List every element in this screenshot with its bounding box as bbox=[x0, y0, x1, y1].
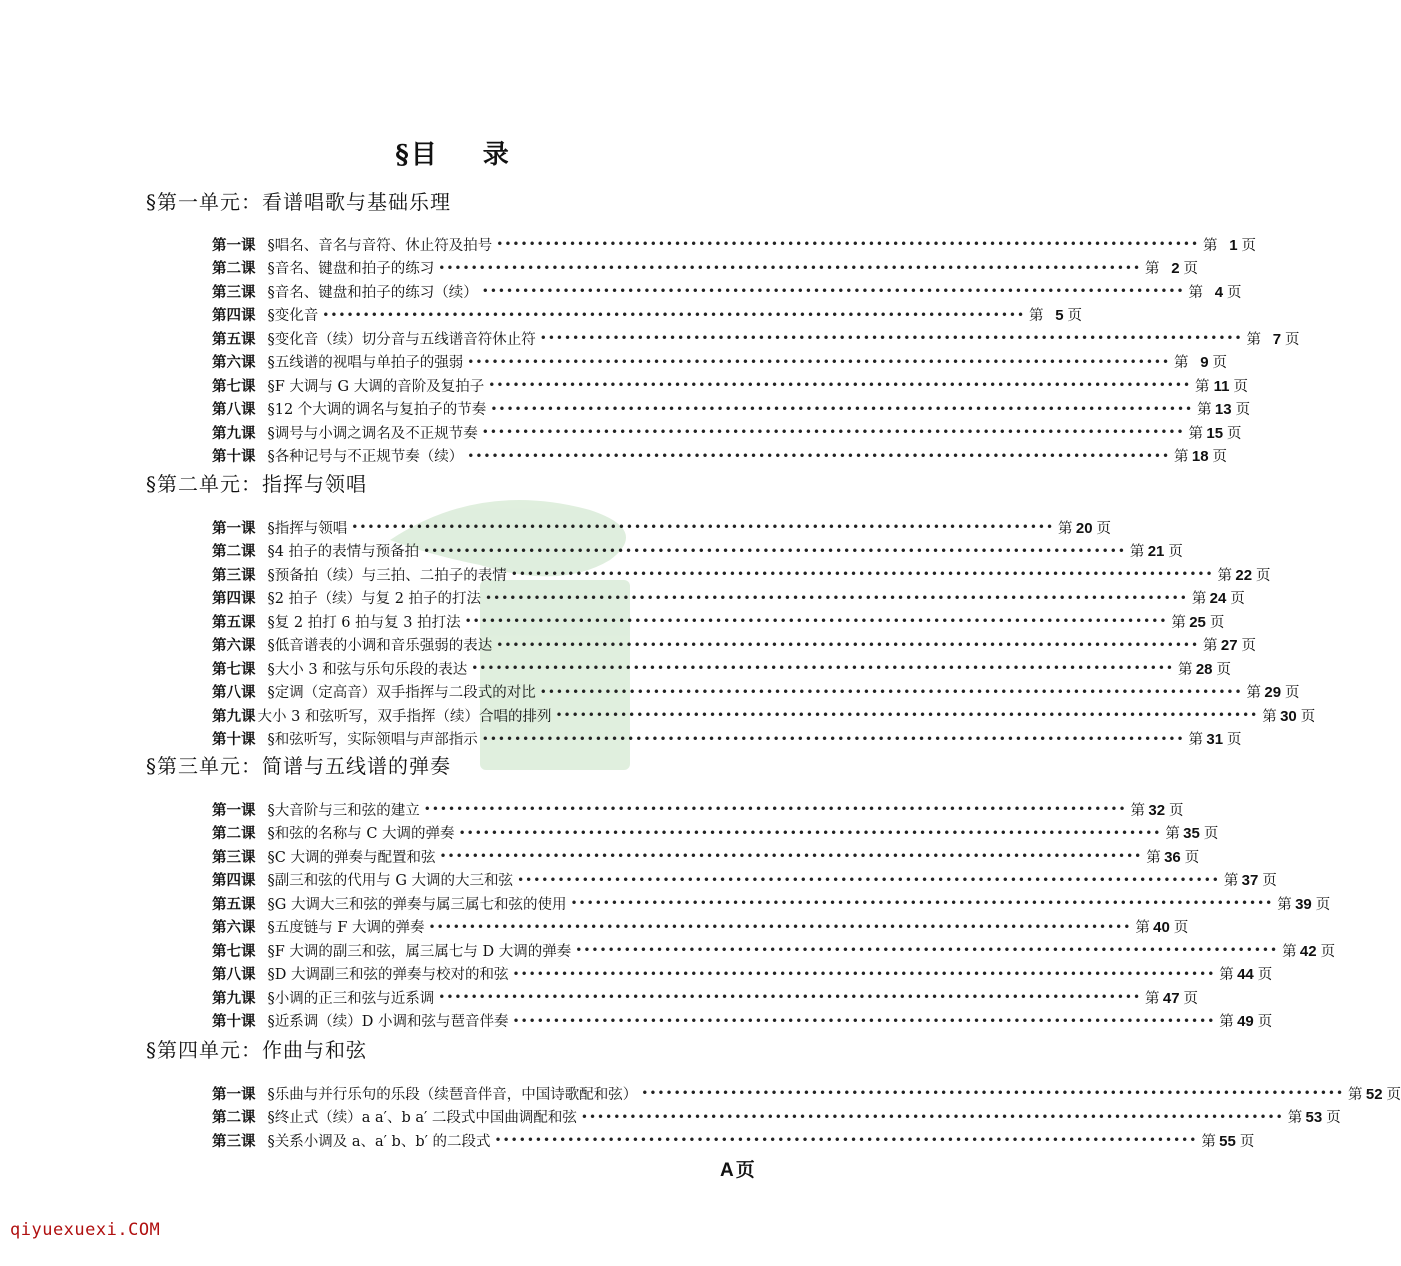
page-suffix: 页 bbox=[1183, 261, 1199, 277]
lesson-page bbox=[1277, 893, 1330, 914]
page-number: 18 bbox=[1191, 448, 1209, 465]
lesson-number: 第九课 bbox=[212, 424, 256, 442]
lesson-title: §乐曲与并行乐句的乐段（续琶音伴音，中国诗歌配和弦） bbox=[267, 1086, 638, 1103]
page-prefix: 第 bbox=[1223, 873, 1239, 889]
leader-dots: ••••••••••••••••••••••••••••••••••••••••••••••••••••••••••••••••••••••••••••••••••••••• bbox=[512, 966, 1216, 981]
toc-entry[interactable] bbox=[212, 704, 1316, 726]
lesson-page bbox=[1146, 846, 1199, 867]
lesson-title: §调号与小调之调名及不正规节奏 bbox=[267, 425, 478, 442]
page-suffix: 页 bbox=[1169, 802, 1184, 819]
page-prefix: 第 bbox=[1188, 284, 1204, 301]
toc-entry[interactable] bbox=[212, 634, 1257, 656]
page-prefix: 第 bbox=[1191, 591, 1207, 607]
lesson-title: §终止式（续）a a′、b a′ 二段式中国曲调配和弦 bbox=[267, 1110, 577, 1126]
toc-entry[interactable] bbox=[212, 892, 1331, 914]
lesson-title: §副三和弦的代用与 G 大调的大三和弦 bbox=[267, 873, 514, 889]
lesson-page bbox=[1130, 540, 1183, 561]
page-prefix: 第 bbox=[1135, 920, 1150, 936]
page-suffix: 页 bbox=[1233, 378, 1249, 395]
page-suffix: 页 bbox=[1257, 1014, 1273, 1030]
page-number: 2 bbox=[1171, 260, 1180, 277]
leader-dots: ••••••••••••••••••••••••••••••••••••••••••••••••••••••••••••••••••••••••••••••••••••••• bbox=[539, 684, 1243, 699]
toc-entry[interactable] bbox=[212, 563, 1271, 585]
page-number: 53 bbox=[1305, 1109, 1323, 1126]
page-number: 7 bbox=[1272, 330, 1282, 348]
lesson-number: 第十课 bbox=[212, 731, 256, 748]
lesson-page bbox=[1195, 375, 1248, 396]
lesson-title: §和弦听写，实际领唱与声部指示 bbox=[267, 732, 478, 748]
unit-heading: §第三单元：简谱与五线谱的弹奏 bbox=[146, 754, 451, 778]
page-prefix: 第 bbox=[1262, 708, 1277, 725]
page-suffix: 页 bbox=[1241, 237, 1257, 254]
page-prefix: 第 bbox=[1130, 802, 1146, 819]
lesson-title: §变化音（续）切分音与五线谱音符休止符 bbox=[267, 331, 536, 348]
page-prefix: 第 bbox=[1146, 849, 1161, 866]
page-number: 4 bbox=[1214, 283, 1224, 301]
lesson-page bbox=[1131, 799, 1184, 820]
page-number: 27 bbox=[1220, 637, 1238, 654]
page-prefix: 第 bbox=[1246, 685, 1262, 701]
page-prefix: 第 bbox=[1219, 1014, 1234, 1030]
page-suffix: 页 bbox=[1168, 544, 1183, 560]
page-suffix: 页 bbox=[1320, 943, 1336, 960]
toc-entry[interactable] bbox=[212, 351, 1228, 373]
lesson-title: 大小 3 和弦听写，双手指挥（续）合唱的排列 bbox=[257, 708, 552, 725]
lesson-page bbox=[1174, 445, 1227, 466]
toc-entry[interactable] bbox=[212, 1129, 1255, 1151]
toc-entry[interactable] bbox=[212, 681, 1300, 703]
page-number: 11 bbox=[1213, 377, 1230, 395]
page-number: 13 bbox=[1214, 401, 1232, 418]
lesson-title: §关系小调及 a、a′ b、b′ 的二段式 bbox=[267, 1133, 491, 1150]
lesson-number: 第五课 bbox=[212, 330, 256, 348]
toc-entry[interactable] bbox=[212, 587, 1245, 609]
lesson-number: 第四课 bbox=[212, 872, 256, 889]
lesson-number: 第八课 bbox=[212, 401, 256, 418]
page-suffix: 页 bbox=[1239, 1133, 1255, 1150]
page-number: 30 bbox=[1280, 707, 1297, 725]
leader-dots: ••••••••••••••••••••••••••••••••••••••••••••••••••••••••••••••••••••••••••••••••••••••• bbox=[494, 1133, 1198, 1147]
page-prefix: 第 bbox=[1178, 661, 1193, 678]
leader-dots: ••••••••••••••••••••••••••••••••••••••••••••••••••••••••••••••••••••••••••••••••••••••• bbox=[570, 896, 1274, 910]
lesson-title: §4 拍子的表情与预备拍 bbox=[267, 544, 420, 560]
page-number: 28 bbox=[1195, 660, 1213, 678]
page-suffix: 页 bbox=[1285, 685, 1300, 701]
leader-dots: ••••••••••••••••••••••••••••••••••••••••••••••••••••••••••••••••••••••••••••••••••••••• bbox=[481, 731, 1185, 746]
lesson-page bbox=[1145, 987, 1198, 1008]
page-suffix: 页 bbox=[1227, 284, 1242, 301]
toc-entry[interactable] bbox=[212, 1082, 1401, 1104]
page-number: 37 bbox=[1241, 872, 1259, 889]
leader-dots: ••••••••••••••••••••••••••••••••••••••••••••••••••••••••••••••••••••••••••••••••••••••• bbox=[517, 872, 1220, 887]
lesson-title: §F 大调的副三和弦，属三属七与 D 大调的弹奏 bbox=[267, 943, 572, 960]
page-suffix: 页 bbox=[1203, 826, 1219, 842]
page-suffix: 页 bbox=[1315, 896, 1331, 913]
page-suffix: 页 bbox=[1285, 331, 1300, 348]
lesson-title: §指挥与领唱 bbox=[267, 520, 348, 537]
page-suffix: 页 bbox=[1326, 1110, 1341, 1126]
page-prefix: 第 bbox=[1188, 732, 1204, 748]
page-suffix: 页 bbox=[1241, 638, 1257, 654]
toc-entry[interactable] bbox=[212, 398, 1251, 420]
lesson-title: §D 大调副三和弦的弹奏与校对的和弦 bbox=[267, 967, 509, 983]
leader-dots: ••••••••••••••••••••••••••••••••••••••••••••••••••••••••••••••••••••••••••••••••••••••• bbox=[555, 708, 1259, 722]
page-number: 25 bbox=[1189, 613, 1206, 631]
toc-entry[interactable] bbox=[212, 869, 1277, 891]
page-suffix: 页 bbox=[1256, 567, 1271, 584]
page-suffix: 页 bbox=[1230, 591, 1245, 607]
lesson-title: §大音阶与三和弦的建立 bbox=[267, 802, 420, 819]
lesson-title: §定调（定高音）双手指挥与二段式的对比 bbox=[267, 685, 536, 701]
page-prefix: 第 bbox=[1219, 967, 1234, 983]
leader-dots: ••••••••••••••••••••••••••••••••••••••••••••••••••••••••••••••••••••••••••••••••••••••• bbox=[496, 637, 1200, 652]
page-number: 1 bbox=[1229, 236, 1238, 254]
page-prefix: 第 bbox=[1203, 638, 1218, 654]
leader-dots: ••••••••••••••••••••••••••••••••••••••••••••••••••••••••••••••••••••••••••••••••••••••• bbox=[512, 1013, 1216, 1028]
lesson-page bbox=[1197, 398, 1250, 419]
lesson-number: 第四课 bbox=[212, 307, 256, 324]
lesson-page bbox=[1192, 587, 1245, 608]
toc-entry[interactable] bbox=[212, 845, 1200, 867]
page-number: 55 bbox=[1219, 1132, 1236, 1150]
toc-entry[interactable] bbox=[212, 963, 1273, 985]
toc-entry[interactable] bbox=[212, 327, 1300, 349]
lesson-page bbox=[1058, 517, 1111, 538]
lesson-title: §音名、键盘和拍子的练习 bbox=[267, 261, 435, 277]
page-prefix: 第 bbox=[1277, 896, 1292, 913]
page-suffix: 页 bbox=[1209, 614, 1225, 631]
page-number: 22 bbox=[1235, 566, 1253, 584]
page-number: 36 bbox=[1164, 848, 1181, 866]
lesson-title: §近系调（续）D 小调和弦与琶音伴奏 bbox=[267, 1014, 509, 1030]
lesson-title: §小调的正三和弦与近系调 bbox=[267, 990, 435, 1007]
page-prefix: 第 bbox=[1129, 544, 1145, 560]
page-number: 15 bbox=[1206, 424, 1224, 442]
lesson-page bbox=[1201, 1130, 1254, 1151]
page-suffix: 页 bbox=[1183, 990, 1199, 1007]
page-number: 39 bbox=[1295, 895, 1312, 913]
page-prefix: 第 bbox=[1188, 425, 1204, 442]
lesson-page bbox=[1203, 234, 1256, 255]
lesson-title: §五线谱的视唱与单拍子的强弱 bbox=[267, 355, 464, 371]
page-number: 20 bbox=[1075, 519, 1093, 537]
lesson-number: 第一课 bbox=[212, 801, 256, 819]
page-number: 9 bbox=[1200, 354, 1209, 371]
page-prefix: 第 bbox=[1282, 943, 1297, 960]
page-number: 32 bbox=[1148, 801, 1166, 819]
lesson-title: §预备拍（续）与三拍、二拍子的表情 bbox=[267, 567, 507, 584]
lesson-number: 第十课 bbox=[212, 1013, 256, 1030]
lesson-page bbox=[1171, 611, 1224, 632]
toc-entry[interactable] bbox=[212, 421, 1242, 443]
page-suffix: 页 bbox=[1216, 661, 1231, 678]
leader-dots: ••••••••••••••••••••••••••••••••••••••••••••••••••••••••••••••••••••••••••••••••••••••• bbox=[490, 401, 1194, 416]
unit-heading: §第四单元：作曲与和弦 bbox=[146, 1038, 367, 1062]
page-suffix: 页 bbox=[1212, 449, 1228, 465]
lesson-page bbox=[1189, 422, 1242, 443]
toc-entry[interactable] bbox=[212, 374, 1249, 396]
lesson-number: 第三课 bbox=[212, 1132, 256, 1150]
lesson-title: §2 拍子（续）与复 2 拍子的打法 bbox=[267, 591, 482, 607]
page-suffix: 页 bbox=[1212, 355, 1228, 371]
lesson-page bbox=[1224, 869, 1277, 890]
page-suffix: 页 bbox=[1184, 849, 1200, 866]
lesson-number: 第二课 bbox=[212, 825, 256, 842]
page-suffix: 页 bbox=[1096, 520, 1112, 537]
lesson-title: §唱名、音名与音符、休止符及拍号 bbox=[267, 237, 493, 254]
page-suffix: 页 bbox=[1386, 1086, 1401, 1103]
lesson-page bbox=[1219, 963, 1272, 984]
lesson-number: 第十课 bbox=[212, 448, 256, 465]
toc-entry[interactable] bbox=[212, 280, 1242, 302]
lesson-number: 第九课 bbox=[212, 707, 256, 725]
leader-dots: ••••••••••••••••••••••••••••••••••••••••••••••••••••••••••••••••••••••••••••••••••••••• bbox=[439, 849, 1143, 863]
lesson-title: §变化音 bbox=[267, 308, 319, 324]
page-suffix: 页 bbox=[1257, 967, 1273, 983]
lesson-number: 第八课 bbox=[212, 684, 256, 701]
page-number: 21 bbox=[1147, 543, 1165, 560]
toc-entry[interactable] bbox=[212, 610, 1225, 632]
lesson-number: 第六课 bbox=[212, 354, 256, 371]
page-prefix: 第 bbox=[1145, 261, 1160, 277]
site-watermark-text: qiyuexuexi.COM bbox=[10, 1220, 161, 1240]
toc-entry[interactable] bbox=[212, 822, 1219, 844]
lesson-page bbox=[1247, 681, 1300, 702]
toc-entry[interactable] bbox=[212, 233, 1257, 255]
page-prefix: 第 bbox=[1174, 449, 1189, 465]
lesson-page bbox=[1247, 328, 1300, 349]
page-prefix: 第 bbox=[1197, 402, 1212, 418]
lesson-number: 第三课 bbox=[212, 566, 256, 584]
lesson-number: 第七课 bbox=[212, 660, 256, 678]
toc-entry[interactable] bbox=[212, 986, 1199, 1008]
leader-dots: ••••••••••••••••••••••••••••••••••••••••••••••••••••••••••••••••••••••••••••••••••••••• bbox=[322, 307, 1026, 322]
lesson-title: §音名、键盘和拍子的练习（续） bbox=[267, 284, 478, 301]
lesson-title: §低音谱表的小调和音乐强弱的表达 bbox=[267, 638, 493, 654]
toc-entry[interactable] bbox=[212, 516, 1112, 538]
lesson-title: §12 个大调的调名与复拍子的节奏 bbox=[267, 402, 487, 418]
lesson-page bbox=[1178, 658, 1231, 679]
toc-entry[interactable] bbox=[212, 939, 1336, 961]
leader-dots: ••••••••••••••••••••••••••••••••••••••••••••••••••••••••••••••••••••••••••••••••••••••• bbox=[423, 543, 1126, 558]
page-prefix: 第 bbox=[1287, 1110, 1303, 1126]
page-number: 5 bbox=[1055, 307, 1064, 324]
lesson-number: 第七课 bbox=[212, 942, 256, 960]
page-number: 52 bbox=[1365, 1085, 1383, 1103]
page-number: 47 bbox=[1162, 989, 1180, 1007]
leader-dots: ••••••••••••••••••••••••••••••••••••••••••••••••••••••••••••••••••••••••••••••••••••••• bbox=[438, 260, 1142, 275]
page-number: 29 bbox=[1264, 684, 1282, 701]
leader-dots: ••••••••••••••••••••••••••••••••••••••••••••••••••••••••••••••••••••••••••••••••••••••• bbox=[575, 943, 1279, 957]
lesson-number: 第一课 bbox=[212, 236, 256, 254]
lesson-number: 第二课 bbox=[212, 543, 256, 560]
page-prefix: 第 bbox=[1217, 567, 1233, 584]
leader-dots: ••••••••••••••••••••••••••••••••••••••••••••••••••••••••••••••••••••••••••••••••••••••• bbox=[467, 448, 1171, 463]
page-prefix: 第 bbox=[1348, 1086, 1363, 1103]
toc-entry[interactable] bbox=[212, 540, 1183, 562]
leader-dots: ••••••••••••••••••••••••••••••••••••••••••••••••••••••••••••••••••••••••••••••••••••••• bbox=[485, 590, 1188, 605]
leader-dots: ••••••••••••••••••••••••••••••••••••••••••••••••••••••••••••••••••••••••••••••••••••••• bbox=[464, 614, 1168, 628]
lesson-number: 第七课 bbox=[212, 377, 256, 395]
lesson-page bbox=[1189, 281, 1242, 302]
leader-dots: ••••••••••••••••••••••••••••••••••••••••••••••••••••••••••••••••••••••••••••••••••••••• bbox=[488, 378, 1192, 392]
toc-entry[interactable] bbox=[212, 1010, 1273, 1032]
page-title: §目 录 bbox=[395, 140, 511, 170]
page-prefix: 第 bbox=[1246, 331, 1262, 348]
lesson-page bbox=[1165, 822, 1218, 843]
lesson-page bbox=[1135, 916, 1188, 937]
toc-entry[interactable] bbox=[212, 916, 1189, 938]
toc-entry[interactable] bbox=[212, 728, 1242, 750]
lesson-title: §和弦的名称与 C 大调的弹奏 bbox=[267, 826, 455, 842]
lesson-page bbox=[1282, 940, 1335, 961]
lesson-page bbox=[1029, 304, 1082, 325]
lesson-title: §五度链与 F 大调的弹奏 bbox=[267, 920, 425, 936]
page-number: 35 bbox=[1183, 825, 1200, 842]
page-prefix: 第 bbox=[1203, 237, 1218, 254]
page-suffix: 页 bbox=[1227, 732, 1242, 748]
page-number: 42 bbox=[1299, 942, 1317, 960]
page-suffix: 页 bbox=[1262, 873, 1277, 889]
page-prefix: 第 bbox=[1029, 308, 1044, 324]
toc-entry[interactable] bbox=[212, 257, 1199, 279]
lesson-number: 第六课 bbox=[212, 919, 256, 936]
leader-dots: ••••••••••••••••••••••••••••••••••••••••••••••••••••••••••••••••••••••••••••••••••••••• bbox=[539, 331, 1243, 345]
page-suffix: 页 bbox=[1227, 425, 1242, 442]
lesson-number: 第一课 bbox=[212, 519, 256, 537]
lesson-number: 第六课 bbox=[212, 637, 256, 654]
page-number: 49 bbox=[1237, 1013, 1254, 1030]
lesson-title: §各种记号与不正规节奏（续） bbox=[267, 449, 464, 465]
page-prefix: 第 bbox=[1195, 378, 1210, 395]
page-prefix: 第 bbox=[1174, 355, 1189, 371]
toc-entry[interactable] bbox=[212, 1106, 1341, 1128]
page-prefix: 第 bbox=[1058, 520, 1073, 537]
lesson-number: 第二课 bbox=[212, 260, 256, 277]
page-number: 31 bbox=[1206, 731, 1224, 748]
lesson-number: 第九课 bbox=[212, 989, 256, 1007]
lesson-page bbox=[1145, 257, 1198, 278]
leader-dots: ••••••••••••••••••••••••••••••••••••••••••••••••••••••••••••••••••••••••••••••••••••••• bbox=[423, 802, 1127, 816]
lesson-number: 第五课 bbox=[212, 895, 256, 913]
lesson-page bbox=[1219, 1010, 1272, 1031]
page-prefix: 第 bbox=[1145, 990, 1160, 1007]
toc-entry[interactable] bbox=[212, 657, 1231, 679]
leader-dots: ••••••••••••••••••••••••••••••••••••••••••••••••••••••••••••••••••••••••••••••••••••••• bbox=[641, 1086, 1345, 1100]
lesson-page bbox=[1174, 351, 1227, 372]
page-suffix: 页 bbox=[1300, 708, 1316, 725]
lesson-page bbox=[1189, 728, 1242, 749]
leader-dots: ••••••••••••••••••••••••••••••••••••••••••••••••••••••••••••••••••••••••••••••••••••••• bbox=[458, 825, 1162, 840]
lesson-page bbox=[1262, 705, 1315, 726]
leader-dots: ••••••••••••••••••••••••••••••••••••••••••••••••••••••••••••••••••••••••••••••••••••••• bbox=[580, 1109, 1284, 1124]
leader-dots: ••••••••••••••••••••••••••••••••••••••••••••••••••••••••••••••••••••••••••••••••••••••• bbox=[481, 425, 1185, 439]
lesson-page bbox=[1288, 1106, 1341, 1127]
leader-dots: ••••••••••••••••••••••••••••••••••••••••••••••••••••••••••••••••••••••••••••••••••••••• bbox=[428, 919, 1132, 934]
lesson-title: §大小 3 和弦与乐句乐段的表达 bbox=[267, 661, 468, 678]
toc-entry[interactable] bbox=[212, 798, 1184, 820]
leader-dots: ••••••••••••••••••••••••••••••••••••••••••••••••••••••••••••••••••••••••••••••••••••••• bbox=[467, 354, 1171, 369]
unit-heading: §第一单元：看谱唱歌与基础乐理 bbox=[146, 190, 451, 214]
leader-dots: ••••••••••••••••••••••••••••••••••••••••••••••••••••••••••••••••••••••••••••••••••••••• bbox=[351, 520, 1055, 534]
lesson-number: 第一课 bbox=[212, 1085, 256, 1103]
page-prefix: 第 bbox=[1201, 1133, 1216, 1150]
page-suffix: 页 bbox=[1235, 402, 1251, 418]
lesson-page bbox=[1203, 634, 1256, 655]
unit-heading: §第二单元：指挥与领唱 bbox=[146, 472, 367, 496]
lesson-number: 第二课 bbox=[212, 1109, 256, 1126]
lesson-title: §F 大调与 G 大调的音阶及复拍子 bbox=[267, 378, 485, 395]
lesson-number: 第四课 bbox=[212, 590, 256, 607]
lesson-number: 第三课 bbox=[212, 283, 256, 301]
lesson-page bbox=[1348, 1083, 1401, 1104]
page-prefix: 第 bbox=[1165, 826, 1180, 842]
page-number: 24 bbox=[1209, 590, 1227, 607]
leader-dots: ••••••••••••••••••••••••••••••••••••••••••••••••••••••••••••••••••••••••••••••••••••••• bbox=[471, 661, 1174, 675]
page-suffix: 页 bbox=[1067, 308, 1083, 324]
page-prefix: 第 bbox=[1171, 614, 1186, 631]
toc-entry[interactable] bbox=[212, 445, 1228, 467]
lesson-number: 第三课 bbox=[212, 848, 256, 866]
leader-dots: ••••••••••••••••••••••••••••••••••••••••••••••••••••••••••••••••••••••••••••••••••••••• bbox=[496, 237, 1200, 251]
page-suffix: 页 bbox=[1173, 920, 1189, 936]
lesson-title: §复 2 拍打 6 拍与复 3 拍打法 bbox=[267, 614, 461, 631]
leader-dots: ••••••••••••••••••••••••••••••••••••••••••••••••••••••••••••••••••••••••••••••••••••••• bbox=[481, 284, 1185, 298]
lesson-title: §C 大调的弹奏与配置和弦 bbox=[267, 849, 436, 866]
leader-dots: ••••••••••••••••••••••••••••••••••••••••••••••••••••••••••••••••••••••••••••••••••••••• bbox=[438, 990, 1142, 1004]
leader-dots: ••••••••••••••••••••••••••••••••••••••••••••••••••••••••••••••••••••••••••••••••••••••• bbox=[510, 567, 1214, 581]
lesson-title: §G 大调大三和弦的弹奏与属三属七和弦的使用 bbox=[267, 896, 567, 913]
lesson-number: 第八课 bbox=[212, 966, 256, 983]
lesson-number: 第五课 bbox=[212, 613, 256, 631]
toc-entry[interactable] bbox=[212, 304, 1083, 326]
page-number: 44 bbox=[1237, 966, 1254, 983]
page-number: 40 bbox=[1153, 919, 1170, 936]
footer-page-label: A 页 bbox=[720, 1159, 755, 1181]
lesson-page bbox=[1218, 564, 1271, 585]
